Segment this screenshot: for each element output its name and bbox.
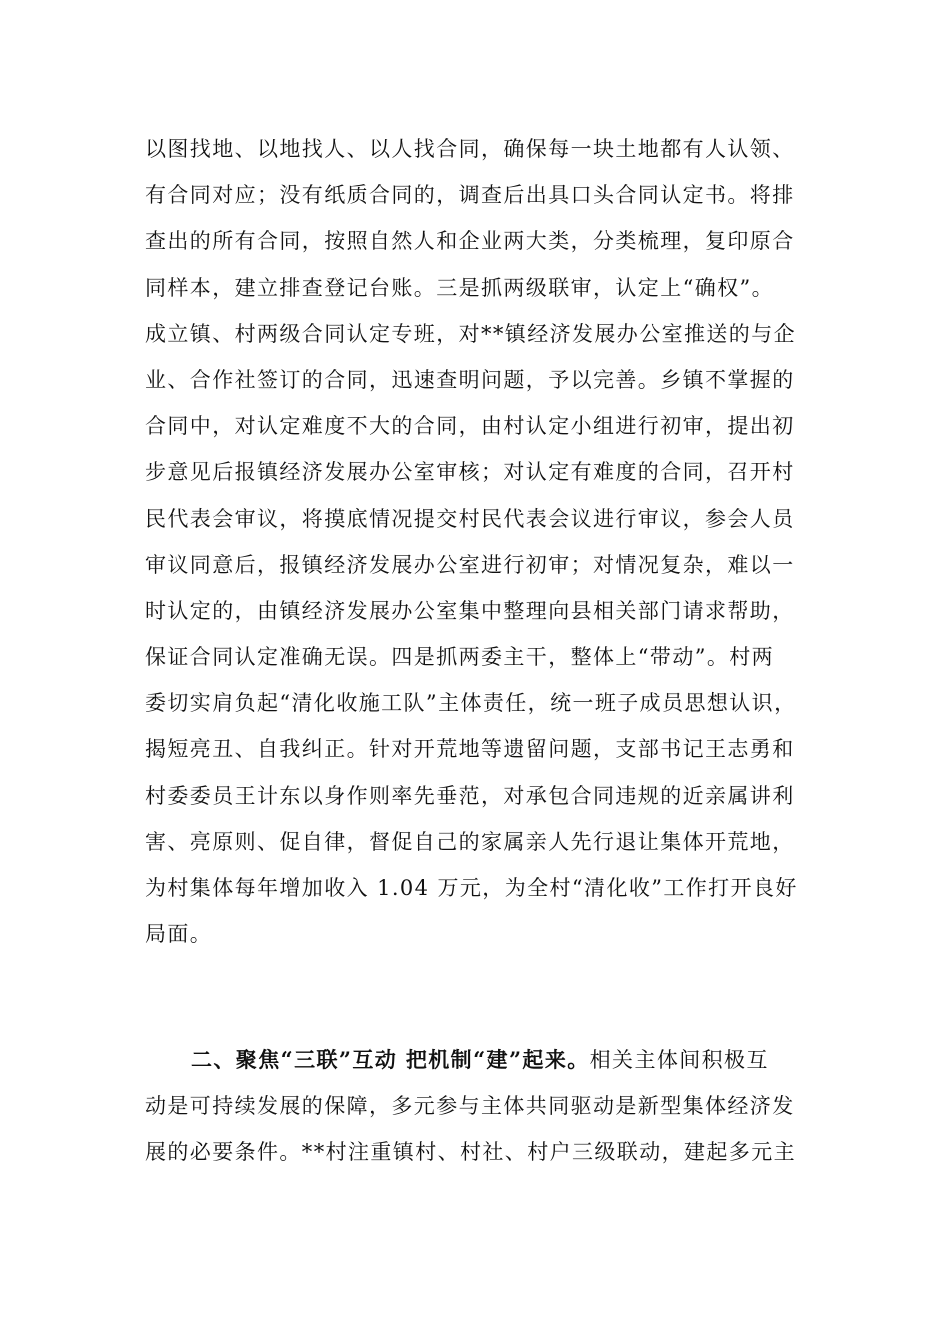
paragraph-1-line: 步意见后报镇经济发展办公室审核；对认定有难度的合同，召开村	[145, 460, 795, 485]
paragraph-1-line: 局面。	[145, 922, 213, 947]
paragraph-1-line: 业、合作社签订的合同，迅速查明问题，予以完善。乡镇不掌握的	[145, 367, 795, 392]
paragraph-1-line: 村委委员王计东以身作则率先垂范，对承包合同违规的近亲属讲利	[145, 783, 795, 808]
paragraph-1-line: 查出的所有合同，按照自然人和企业两大类，分类梳理，复印原合	[145, 229, 795, 254]
paragraph-1-line: 审议同意后，报镇经济发展办公室进行初审；对情况复杂，难以一	[145, 552, 795, 577]
paragraph-1-line: 成立镇、村两级合同认定专班，对**镇经济发展办公室推送的与企	[145, 321, 796, 346]
paragraph-2-line: 展的必要条件。**村注重镇村、村社、村户三级联动，建起多元主	[145, 1140, 796, 1165]
paragraph-1-line: 委切实肩负起“清化收施工队”主体责任，统一班子成员思想认识，	[145, 691, 797, 716]
paragraph-1-line: 为村集体每年增加收入 1.04 万元，为全村“清化收”工作打开良好	[145, 876, 798, 900]
paragraph-1-line: 揭短亮丑、自我纠正。针对开荒地等遗留问题，支部书记王志勇和	[145, 737, 795, 762]
paragraph-2-first-line	[145, 1037, 805, 1083]
paragraph-1-line: 保证合同认定准确无误。四是抓两委主干，整体上“带动”。村两	[145, 645, 775, 670]
paragraph-1-line: 有合同对应；没有纸质合同的，调查后出具口头合同认定书。将排	[145, 183, 795, 208]
paragraph-1-line: 以图找地、以地找人、以人找合同，确保每一块土地都有人认领、	[145, 137, 795, 161]
paragraph-2-line: 动是可持续发展的保障，多元参与主体共同驱动是新型集体经济发	[145, 1094, 795, 1119]
paragraph-1-line: 时认定的，由镇经济发展办公室集中整理向县相关部门请求帮助，	[145, 598, 795, 623]
paragraph-2	[145, 1037, 805, 1176]
paragraph-2-line-text: 相关主体间积极互	[589, 1048, 769, 1072]
paragraph-1-line: 同样本，建立排查登记台账。三是抓两级联审，认定上“确权”。	[145, 275, 775, 300]
paragraph-1-line: 害、亮原则、促自律，督促自己的家属亲人先行退让集体开荒地，	[145, 829, 795, 854]
section-heading: 二、聚焦“三联”互动 把机制“建”起来。	[191, 1047, 590, 1072]
paragraph-1	[145, 126, 805, 957]
paragraph-1-line: 合同中，对认定难度不大的合同，由村认定小组进行初审，提出初	[145, 414, 795, 439]
paragraph-1-line: 民代表会审议，将摸底情况提交村民代表会议进行审议，参会人员	[145, 506, 795, 531]
